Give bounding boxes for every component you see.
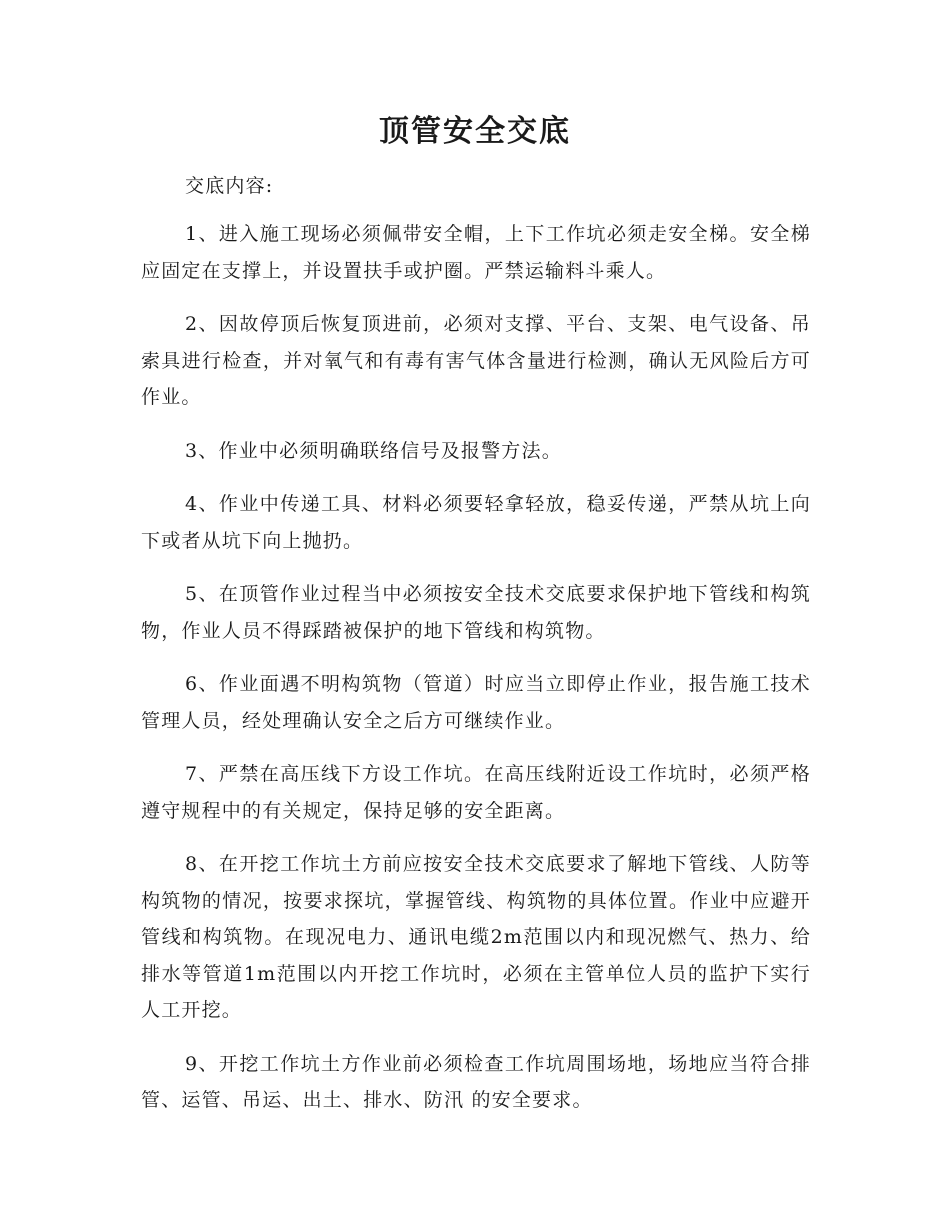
paragraph-4: 4、作业中传递工具、材料必须要轻拿轻放，稳妥传递，严禁从坑上向下或者从坑下向上抛扔。 [141, 493, 811, 552]
paragraph-2: 2、因故停顶后恢复顶进前，必须对支撑、平台、支架、电气设备、吊索具进行检查，并对氧气和有毒有害气体含量进行检测，确认无风险后方可作业。 [141, 313, 811, 408]
document-title: 顶管安全交底 [379, 114, 571, 149]
intro-label: 交底内容: [185, 175, 274, 197]
paragraph-9: 9、开挖工作坑土方作业前必须检查工作坑周围场地，场地应当符合排管、运管、吊运、出土、排水、防汛 的安全要求。 [141, 1052, 811, 1111]
paragraph-3: 3、作业中必须明确联络信号及报警方法。 [185, 439, 562, 462]
paragraph-8: 8、在开挖工作坑土方前应按安全技术交底要求了解地下管线、人防等构筑物的情况，按要求探坑，掌握管线、构筑物的具体位置。作业中应避开管线和构筑物。在现况电力、通讯电缆2m范围以内和现况燃气、热力、给排水等管道1m范围以内开挖工作坑时，必须在主管单位人员的监护下实行人工开挖。 [141, 853, 811, 1021]
paragraph-6: 6、作业面遇不明构筑物（管道）时应当立即停止作业，报告施工技术管理人员，经处理确认安全之后方可继续作业。 [141, 673, 811, 732]
paragraph-7: 7、严禁在高压线下方设工作坑。在高压线附近设工作坑时，必须严格遵守规程中的有关规定，保持足够的安全距离。 [141, 763, 811, 822]
paragraph-5: 5、在顶管作业过程当中必须按安全技术交底要求保护地下管线和构筑物，作业人员不得踩踏被保护的地下管线和构筑物。 [141, 583, 811, 642]
paragraph-1: 1、进入施工现场必须佩带安全帽，上下工作坑必须走安全梯。安全梯应固定在支撑上，并设置扶手或护圈。严禁运输料斗乘人。 [141, 223, 811, 282]
document-body [141, 216, 811, 1136]
